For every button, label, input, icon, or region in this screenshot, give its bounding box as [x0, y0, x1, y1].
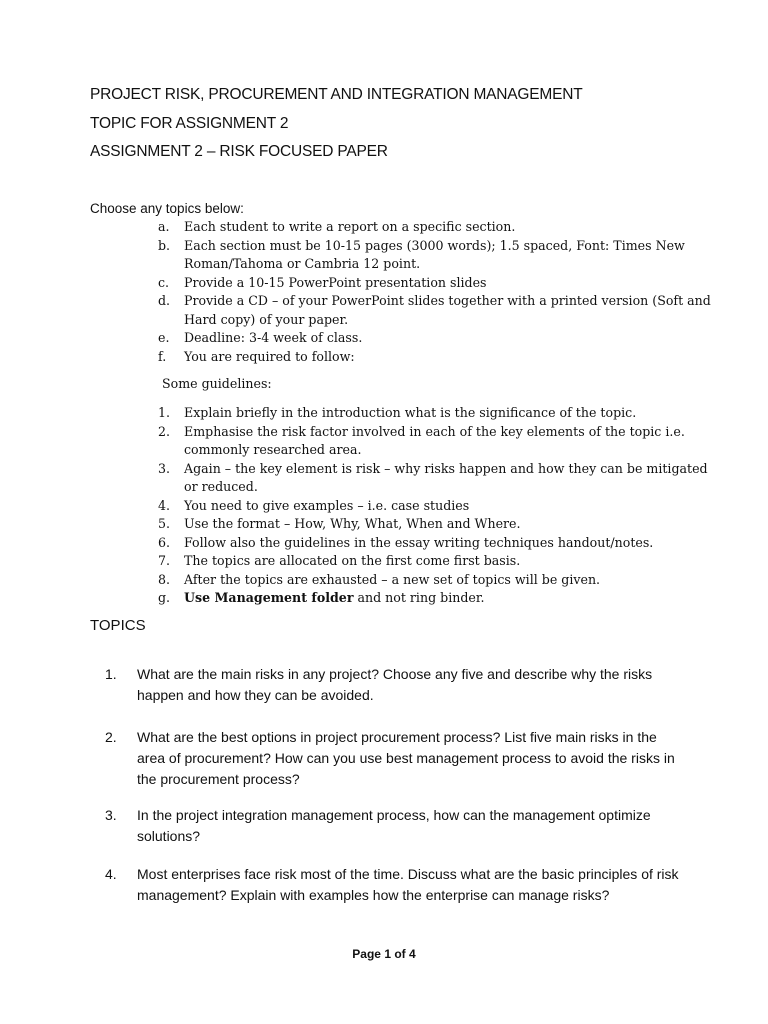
list-item [158, 404, 718, 423]
list-item [158, 292, 718, 329]
list-item [158, 534, 718, 553]
list-item [158, 274, 718, 293]
list-item [158, 423, 718, 460]
list-item [158, 497, 718, 516]
bold-emphasis: Use Management folder [184, 590, 354, 605]
list-item-text: Again – the key element is risk – why risks happen and how they can be mitigated or reduced. [184, 460, 708, 494]
page-total: 4 [409, 947, 416, 961]
list-item [158, 460, 718, 497]
list-marker: f. [158, 348, 167, 364]
list-item-text: Follow also the guidelines in the essay writing techniques handout/notes. [184, 534, 654, 550]
list-marker: 3. [158, 460, 171, 476]
list-item-text: The topics are allocated on the first come first basis. [184, 553, 521, 568]
list-item-text: Deadline: 3-4 week of class. [184, 330, 363, 345]
topic-number: 1. [105, 666, 117, 682]
intro-text: Choose any topics below: [90, 201, 244, 216]
list-marker: 1. [158, 405, 171, 420]
list-marker: g. [158, 590, 171, 605]
list-item [158, 329, 718, 348]
list-marker: 8. [158, 571, 171, 587]
document-title: PROJECT RISK, PROCUREMENT AND INTEGRATION MANAGEMENT [90, 86, 583, 103]
list-marker: 2. [158, 423, 171, 439]
list-marker: 5. [158, 516, 171, 531]
list-marker: b. [158, 237, 171, 253]
topic-item [105, 664, 685, 706]
list-item [158, 237, 718, 274]
list-item [158, 515, 718, 534]
topic-number: 4. [105, 866, 117, 882]
page-of-label: of [394, 947, 406, 961]
list-item-rest-text: and not ring binder. [353, 590, 485, 605]
requirements-list [158, 218, 718, 366]
guidelines-label: Some guidelines: [162, 376, 272, 391]
topics-heading: TOPICS [90, 617, 146, 634]
topic-text: What are the best options in project procurement process? List five main risks in the area of procurement? How can you use best management process to avoid the risks in the procurement process? [137, 729, 675, 787]
topic-text: Most enterprises face risk most of the time. Discuss what are the basic principles of risk management? Explain with examples how the enterprise can manage risks? [137, 866, 679, 903]
list-item-text: Provide a 10-15 PowerPoint presentation slides [184, 274, 487, 290]
assignment-topic-heading: TOPIC FOR ASSIGNMENT 2 [90, 115, 289, 132]
list-item-text: After the topics are exhausted – a new set of topics will be given. [184, 571, 601, 587]
list-item-text: You are required to follow: [184, 348, 355, 364]
list-item-text: You need to give examples – i.e. case studies [184, 497, 470, 513]
page-footer [0, 947, 768, 961]
topic-text: In the project integration management process, how can the management optimize solutions? [137, 807, 651, 844]
list-marker: c. [158, 274, 170, 290]
topic-number: 3. [105, 807, 117, 823]
list-item-text: Emphasise the risk factor involved in each of the key elements of the topic i.e. commonly researched area. [184, 423, 685, 457]
list-item [158, 218, 718, 237]
list-marker: d. [158, 293, 171, 308]
topic-item [105, 727, 685, 790]
list-marker: 4. [158, 497, 171, 513]
topic-item [105, 805, 685, 847]
page-number: 1 [384, 947, 391, 961]
list-item-text: Provide a CD – of your PowerPoint slides together with a printed version (Soft and Hard copy) of your paper. [184, 293, 711, 327]
list-item-text: Each student to write a report on a specific section. [184, 219, 516, 234]
topic-text: What are the main risks in any project? Choose any five and describe why the risks happen and how they can be avoided. [137, 666, 653, 703]
list-marker: 6. [158, 534, 171, 550]
list-item [158, 552, 718, 571]
list-marker: a. [158, 219, 170, 234]
list-item-text: Use the format – How, Why, What, When and Where. [184, 516, 521, 531]
list-item-final [158, 589, 718, 608]
list-item [158, 348, 718, 367]
list-item-text: Explain briefly in the introduction what is the significance of the topic. [184, 405, 637, 420]
guidelines-list [158, 404, 718, 608]
list-item-text: Each section must be 10-15 pages (3000 words); 1.5 spaced, Font: Times New Roman/Tahoma or Cambria 12 point. [184, 237, 685, 271]
list-marker: 7. [158, 553, 171, 568]
list-item-text [184, 589, 718, 608]
topic-item [105, 864, 685, 906]
list-item [158, 571, 718, 590]
list-marker: e. [158, 330, 170, 345]
assignment-heading: ASSIGNMENT 2 – RISK FOCUSED PAPER [90, 143, 388, 160]
topic-number: 2. [105, 729, 117, 745]
page-label: Page [352, 947, 381, 961]
